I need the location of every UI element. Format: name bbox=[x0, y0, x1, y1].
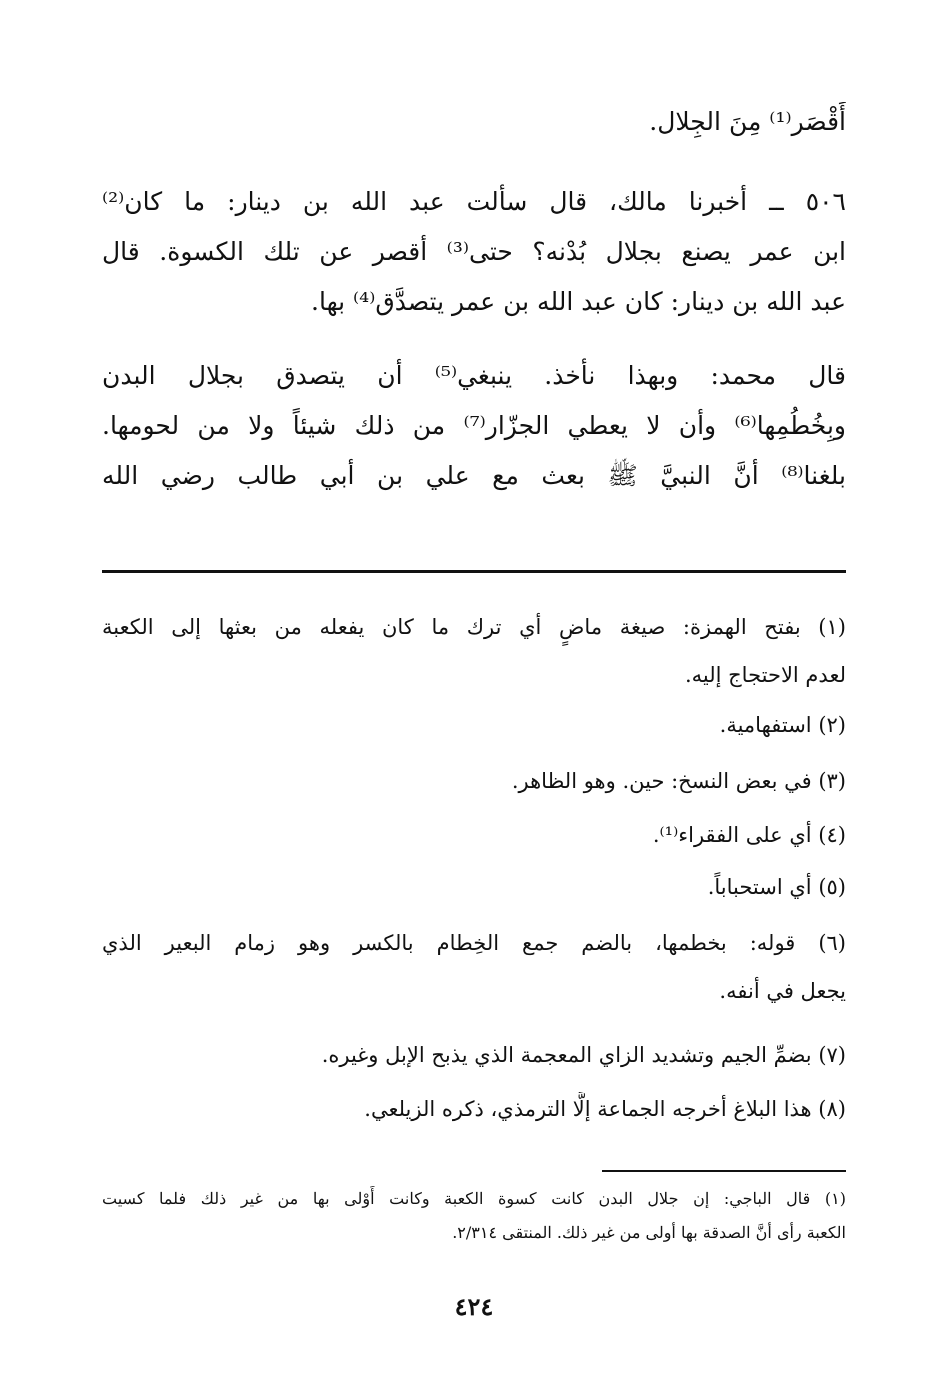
main-text-line-1: أَقْصَر⁽¹⁾ مِنَ الجِلال. bbox=[649, 107, 846, 136]
page-number: ٤٢٤ bbox=[454, 1292, 494, 1321]
main-text-line-6: وبِخُطُمِها⁽⁶⁾ وأن لا يعطي الجزّار⁽⁷⁾ من ذلك شيئاً ولا من لحومها. bbox=[102, 411, 846, 440]
footnote-3: (٣) في بعض النسخ: حين. وهو الظاهر. bbox=[511, 769, 846, 793]
subnote-line-2: الكعبة رأى أنَّ الصدقة بها أولى من غير ذلك. المنتقى ٢/٣١٤. bbox=[452, 1223, 846, 1242]
subnote-line-1: (١) قال الباجي: إن جلال البدن كانت كسوة الكعبة وكانت أَوْلى بها من غير ذلك فلما كسيت bbox=[102, 1189, 846, 1208]
footnote-4: (٤) أي على الفقراء⁽¹⁾. bbox=[652, 823, 846, 847]
main-text-line-5: قال محمد: وبهذا نأخذ. ينبغي⁽⁵⁾ أن يتصدق بجلال البدن bbox=[102, 361, 846, 390]
footnote-5: (٥) أي استحباباً. bbox=[707, 875, 846, 899]
main-text-line-4: عبد الله بن دينار: كان عبد الله بن عمر يتصدَّق⁽⁴⁾ بها. bbox=[311, 287, 846, 316]
main-text-line-3: ابن عمر يصنع بجلال بُدْنه؟ حتى⁽³⁾ أقصر عن تلك الكسوة. قال bbox=[102, 237, 846, 266]
footnote-1-line-2: لعدم الاحتجاج إليه. bbox=[684, 663, 846, 687]
footnote-7: (٧) بضمِّ الجيم وتشديد الزاي المعجمة الذي يذبح الإبل وغيره. bbox=[321, 1043, 846, 1067]
main-text-line-7: بلغنا⁽⁸⁾ أنَّ النبيَّ ﷺ بعث مع علي بن أبي طالب رضي الله bbox=[102, 461, 846, 490]
subnote-separator bbox=[602, 1170, 846, 1172]
footnote-separator bbox=[102, 570, 846, 573]
footnote-6-line-1: (٦) قوله: بخطمها، بالضم جمع الخِطام بالكسر وهو زمام البعير الذي bbox=[102, 931, 846, 955]
footnote-1-line-1: (١) بفتح الهمزة: صيغة ماضٍ أي ترك ما كان يفعله من بعثها إلى الكعبة bbox=[102, 615, 846, 639]
footnote-6-line-2: يجعل في أنفه. bbox=[719, 979, 846, 1003]
footnote-2: (٢) استفهامية. bbox=[719, 713, 846, 737]
footnote-8: (٨) هذا البلاغ أخرجه الجماعة إلَّا الترمذي، ذكره الزيلعي. bbox=[364, 1097, 846, 1121]
main-text-line-2: ٥٠٦ ــ أخبرنا مالك، قال سألت عبد الله بن دينار: ما كان⁽²⁾ bbox=[102, 187, 846, 216]
